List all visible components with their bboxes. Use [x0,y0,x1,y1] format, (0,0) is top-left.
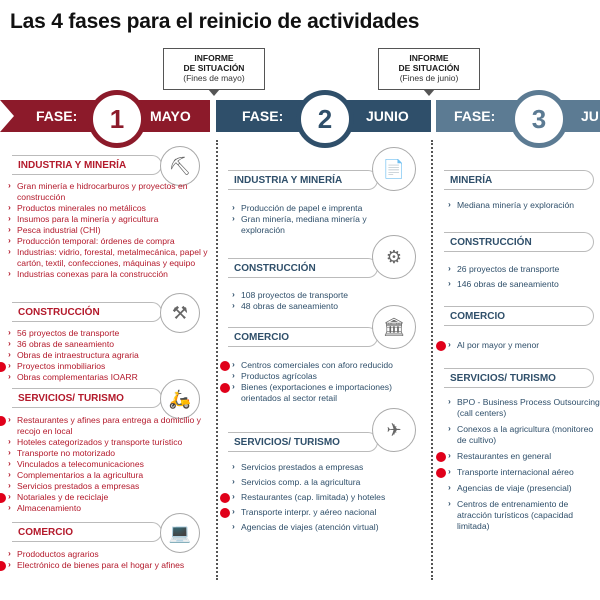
section-industria-mineria: INDUSTRIA Y MINERÍA [228,170,378,190]
informe-date: (Fines de mayo) [183,73,245,83]
list-comercio [8,549,213,571]
list-item: › Mediana minería y exploración [448,200,600,211]
pipe-icon: ⚙ [372,235,416,279]
list-item: › 26 proyectos de transporte [448,264,600,275]
mine-cart-icon: ⛏ [160,146,200,186]
list-item: › 48 obras de saneamiento [232,301,412,312]
informe-junio-box [378,48,480,90]
list-item: › Almacenamiento [8,503,213,514]
section-comercio: COMERCIO [228,327,378,347]
list-item: › Agencias de viaje (presencial) [448,483,600,494]
list-item: › Gran minería e hidrocarburos y proyectos en construcción [8,181,208,203]
informe-label: INFORME [194,53,234,63]
informe-date: (Fines de junio) [399,73,459,83]
list-item [8,361,208,372]
marker-dot [220,508,230,518]
document-icon: 📄 [372,147,416,191]
list-item [8,492,213,503]
list-item: › Pesca industrial (CHI) [8,225,208,236]
informe-sublabel: DE SITUACIÓN [398,63,460,73]
phase-label: FASE: [242,108,284,124]
section-comercio: COMERCIO [444,306,594,326]
list-item: › Servicios prestados a empresas [232,462,417,473]
section-construccion: CONSTRUCCIÓN [228,258,378,278]
column-divider [431,140,433,580]
delivery-icon: 🛵 [160,379,200,419]
marker-dot [0,561,6,571]
list-item: › Productos agrícolas [232,371,417,382]
section-servicios-turismo: SERVICIOS/ TURISMO [12,388,162,408]
list-item: › Agencias de viajes (atención virtual) [232,522,417,533]
list-item: › Industrias: vidrio, forestal, metalmecánica, papel y cartón, textil, confecciones, máquinas y equipo [8,247,208,269]
phase-label: FASE: [36,108,78,124]
page-title: Las 4 fases para el reinicio de actividades [10,10,420,33]
list-item: › 108 proyectos de transporte [232,290,412,301]
list-item-text: Proyectos inmobiliarios [17,361,106,371]
list-item: › Industrias conexas para la construcción [8,269,208,280]
list-item-text: Restaurantes y afines para entrega a domicilio y recojo en local [17,415,201,436]
section-servicios-turismo: SERVICIOS/ TURISMO [444,368,594,388]
list-item: › Complementarios a la agricultura [8,470,213,481]
marker-dot [0,493,6,503]
section-servicios-turismo: SERVICIOS/ TURISMO [228,432,378,452]
marker-dot [220,361,230,371]
list-item: › Conexos a la agricultura (monitoreo de cultivo) [448,424,600,446]
list-comercio [448,340,600,351]
list-item [232,492,417,503]
list-item: › 56 proyectos de transporte [8,328,208,339]
informe-label: INFORME [409,53,449,63]
list-item-text: Transporte internacional aéreo [457,467,574,477]
phase-1-number: 1 [88,90,146,148]
list-item [8,560,213,571]
list-servicios-turismo [8,415,213,514]
list-item [448,451,600,462]
list-item-text: Restaurantes (cap. limitada) y hoteles [241,492,386,502]
marker-dot [436,468,446,478]
phase-month: MAYO [150,108,191,124]
list-industria-mineria [8,181,208,280]
list-comercio [232,360,417,404]
list-item: › Hoteles categorizados y transporte turístico [8,437,213,448]
list-item: › Prodoductos agrarios [8,549,213,560]
list-item: › Centros de entrenamiento de atracción turísticos (capacidad limitada) [448,499,600,532]
list-item: › Obras complementarias IOARR [8,372,208,383]
list-item-text: Bienes (exportaciones e importaciones) orientados al sector retail [241,382,392,403]
band-notch [0,100,14,132]
list-item: › Producción de papel e imprenta [232,203,412,214]
list-construccion [8,328,208,383]
list-item: › 36 obras de saneamiento [8,339,208,350]
list-construccion [448,264,600,290]
section-comercio: COMERCIO [12,522,162,542]
section-industria-mineria: INDUSTRIA Y MINERÍA [12,155,162,175]
list-item-text: Electrónico de bienes para el hogar y afines [17,560,185,570]
phase-month: JUNIO [366,108,409,124]
informe-mayo-box [163,48,265,90]
marker-dot [0,362,6,372]
column-divider [216,140,218,580]
marker-dot [220,493,230,503]
phase-2-number: 2 [296,90,354,148]
list-servicios-turismo [448,397,600,532]
construction-icon: ⚒ [160,293,200,333]
list-item [448,467,600,478]
list-item: › Servicios prestados a empresas [8,481,213,492]
list-item: › BPO - Business Process Outsourcing (call centers) [448,397,600,419]
list-item: › Vinculados a telecomunicaciones [8,459,213,470]
laptop-icon: 💻 [160,513,200,553]
list-mineria [448,200,600,211]
list-item-text: Centros comerciales con aforo reducido [241,360,393,370]
list-industria-mineria [232,203,412,236]
list-item-text: Restaurantes en general [457,451,552,461]
marker-dot [436,341,446,351]
list-item [8,415,213,437]
building-icon: 🏛 [372,305,416,349]
section-mineria: MINERÍA [444,170,594,190]
phase-month: JU [581,108,599,124]
list-item [232,360,417,371]
phase-3-number: 3 [510,90,568,148]
list-servicios-turismo [232,462,417,533]
list-item: › Obras de intraestructura agraria [8,350,208,361]
list-item: › Insumos para la minería y agricultura [8,214,208,225]
list-item-text: Transporte interpr. y aéreo nacional [241,507,377,517]
section-construccion: CONSTRUCCIÓN [444,232,594,252]
section-construccion: CONSTRUCCIÓN [12,302,162,322]
airplane-icon: ✈ [372,408,416,452]
list-item: › Transporte no motorizado [8,448,213,459]
list-item: › Productos minerales no metálicos [8,203,208,214]
list-item-text: Al por mayor y menor [457,340,540,350]
list-item: › Gran minería, mediana minería y exploración [232,214,412,236]
informe-sublabel: DE SITUACIÓN [183,63,245,73]
list-item [448,340,600,351]
phase-label: FASE: [454,108,496,124]
list-item: › 146 obras de saneamiento [448,279,600,290]
marker-dot [0,416,6,426]
list-item-text: Notariales y de reciclaje [17,492,109,502]
list-item [232,507,417,518]
list-item [232,382,417,404]
marker-dot [436,452,446,462]
marker-dot [220,383,230,393]
list-item: › Producción temporal: órdenes de compra [8,236,208,247]
list-item: › Servicios comp. a la agricultura [232,477,417,488]
